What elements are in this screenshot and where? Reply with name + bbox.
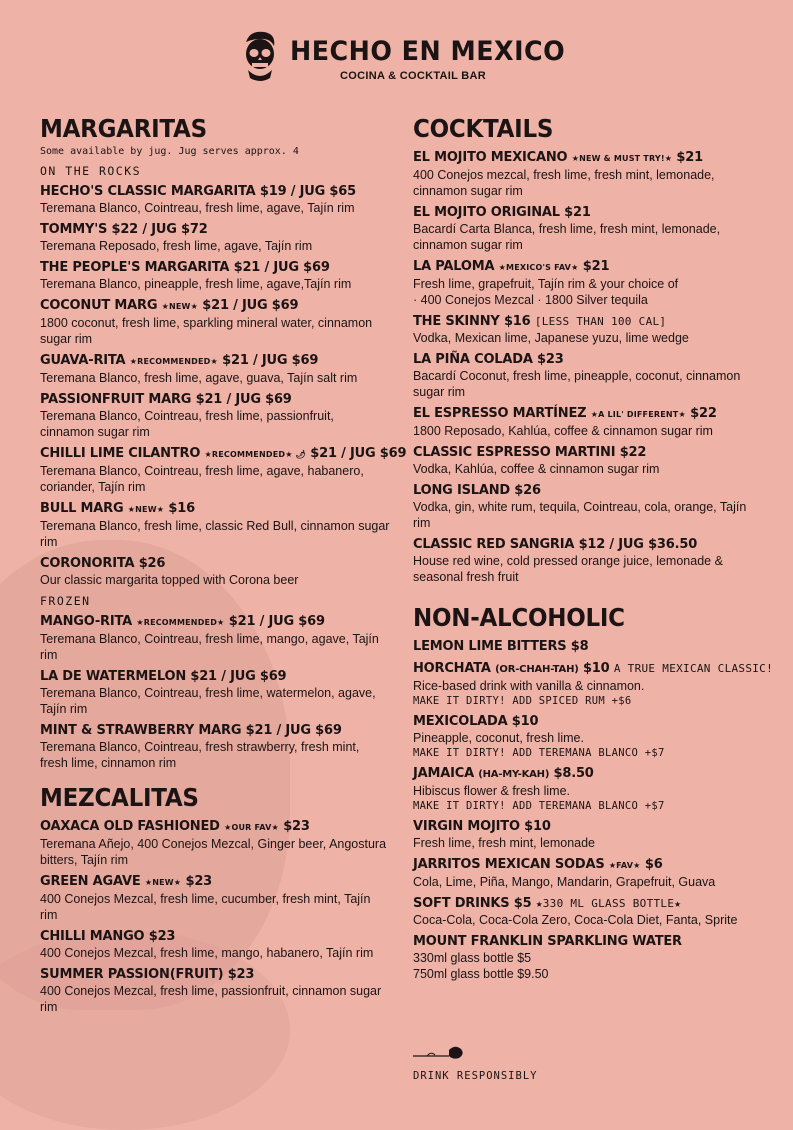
item-description: 400 Conejos mezcal, fresh lime, fresh mint, lemonade, cinnamon sugar rim [413, 168, 715, 198]
item-badge: ★MEXICO'S FAV★ [498, 263, 579, 272]
menu-item [413, 638, 763, 655]
menu-item [40, 259, 390, 292]
item-name: LA PALOMA [413, 259, 495, 274]
item-description: Teremana Blanco, Cointreau, fresh lime, watermelon, agave, Tajín rim [40, 686, 376, 716]
item-description: 1800 Reposado, Kahlúa, coffee & cinnamon sugar rim [413, 424, 713, 438]
item-badge: ★RECOMMENDED★ 🌶 [204, 450, 306, 459]
item-description: Cola, Lime, Piña, Mango, Mandarin, Grapefruit, Guava [413, 875, 716, 889]
menu-item [40, 391, 390, 440]
item-description: Teremana Blanco, fresh lime, classic Red Bull, cinnamon sugar rim [40, 519, 390, 549]
item-name: SOFT DRINKS [413, 896, 510, 911]
menu-item [40, 352, 390, 386]
item-heading [40, 391, 390, 408]
brand-tagline: COCINA & COCKTAIL BAR [340, 70, 487, 82]
item-price: $16 [168, 501, 195, 516]
item-price: $26 [138, 556, 166, 571]
item-price: $8.50 [553, 766, 594, 781]
item-price: $16 [503, 314, 531, 329]
item-badge: ★OUR FAV★ [224, 823, 279, 832]
menu-item [413, 933, 763, 982]
item-heading [40, 873, 390, 891]
item-name: MANGO-RITA [40, 614, 133, 629]
menu-item [413, 536, 763, 585]
item-price: $21 / JUG $69 [228, 614, 325, 629]
item-name: GUAVA-RITA [40, 353, 126, 368]
item-name: LONG ISLAND [413, 483, 510, 498]
menu-item [413, 405, 763, 439]
item-name: JAMAICA [413, 766, 474, 781]
item-description-extra: 750ml glass bottle $9.50 [413, 967, 549, 981]
section-title-non-alcoholic: NON-ALCOHOLIC [413, 603, 625, 632]
item-name: EL ESPRESSO MARTÍNEZ [413, 406, 587, 421]
menu-item [413, 351, 763, 400]
margaritas-list [40, 183, 407, 588]
item-note: A TRUE MEXICAN CLASSIC! [613, 662, 774, 675]
menu-item [40, 613, 390, 663]
item-price: $21 [582, 259, 610, 274]
item-description: Teremana Blanco, Cointreau, fresh lime, agave, Tajín rim [40, 201, 355, 215]
item-description: Teremana Reposado, fresh lime, agave, Tajín rim [40, 239, 313, 253]
item-price: $21 / JUG $69 [222, 353, 319, 368]
item-name: VIRGIN MOJITO [413, 819, 520, 834]
item-heading [413, 536, 763, 553]
menu-item [413, 856, 763, 890]
footer [413, 1044, 537, 1082]
section-title-mezcalitas: MEZCALITAS [40, 783, 199, 812]
cocktails-list [413, 149, 763, 585]
menu-item [413, 895, 763, 928]
item-name: CHILLI LIME CILANTRO [40, 446, 201, 461]
item-badge: ★RECOMMENDED★ [136, 618, 225, 627]
item-badge: ★NEW★ [161, 302, 198, 311]
menu-item [413, 149, 763, 199]
item-description: Vodka, Mexican lime, Japanese yuzu, lime wedge [413, 331, 689, 345]
item-price: $23 [185, 874, 213, 889]
jug-note: Some available by jug. Jug serves approx. 4 [40, 146, 299, 157]
menu-item [40, 500, 390, 550]
menu-item [413, 313, 763, 346]
item-price: $10 [511, 714, 539, 729]
item-name: MINT & STRAWBERRY MARG [40, 723, 242, 738]
menu-item [40, 183, 390, 216]
item-description: Teremana Blanco, fresh lime, agave, guava, Tajín salt rim [40, 371, 358, 385]
item-price: $21 / JUG $69 [190, 669, 287, 684]
menu-item [40, 873, 390, 923]
item-name: MOUNT FRANKLIN SPARKLING WATER [413, 934, 682, 949]
menu-item [40, 297, 390, 347]
item-name: TOMMY'S [40, 222, 108, 237]
item-badge: ★NEW★ [127, 505, 165, 514]
item-description: Bacardí Coconut, fresh lime, pineapple, coconut, cinnamon sugar rim [413, 369, 741, 399]
item-pronunciation: (HA-MY-KAH) [478, 769, 550, 780]
item-price: $21 / JUG $69 [195, 392, 292, 407]
menu-item [40, 818, 390, 868]
menu-item [40, 221, 390, 254]
item-heading [40, 297, 390, 315]
item-name: SUMMER PASSION(FRUIT) [40, 967, 224, 982]
item-price: $8 [570, 639, 589, 654]
item-name: CLASSIC ESPRESSO MARTINI [413, 445, 616, 460]
item-heading [413, 444, 763, 461]
left-column [40, 114, 407, 1015]
item-heading [413, 351, 763, 368]
item-price: $10 [524, 819, 551, 834]
item-price: $21 / JUG $69 [233, 260, 330, 275]
item-heading [413, 895, 763, 912]
header [240, 30, 566, 86]
menu-item [413, 713, 763, 760]
item-heading [40, 352, 390, 370]
menu-item [413, 765, 763, 813]
skull-logo-icon [240, 30, 280, 82]
menu-item [413, 258, 763, 308]
menu-item [413, 204, 763, 253]
item-heading [413, 313, 763, 330]
item-heading [40, 259, 390, 276]
item-description: Our classic margarita topped with Corona beer [40, 573, 299, 587]
item-description-extra: · 400 Conejos Mezcal · 1800 Silver tequila [413, 293, 648, 307]
item-description: Teremana Añejo, 400 Conejos Mezcal, Ginger beer, Angostura bitters, Tajín rim [40, 837, 387, 867]
item-name: LA DE WATERMELON [40, 669, 187, 684]
menu-item [413, 818, 763, 851]
menu-item [40, 668, 390, 717]
item-price: $21 / JUG $69 [202, 298, 299, 313]
item-name: GREEN AGAVE [40, 874, 141, 889]
item-name: MEXICOLADA [413, 714, 508, 729]
item-price: $6 [644, 857, 663, 872]
item-name: LEMON LIME BITTERS [413, 639, 567, 654]
item-price: $23 [283, 819, 310, 834]
item-heading [40, 445, 407, 463]
item-badge: ★NEW★ [144, 878, 182, 887]
item-price: $21 [564, 205, 591, 220]
item-name: JARRITOS MEXICAN SODAS [413, 857, 605, 872]
item-price: $19 / JUG $65 [259, 184, 356, 199]
item-name: HECHO'S CLASSIC MARGARITA [40, 184, 256, 199]
menu-item [413, 660, 774, 708]
item-heading [40, 613, 390, 631]
item-description: Pineapple, coconut, fresh lime. [413, 731, 584, 745]
brand-name: HECHO EN MEXICO [290, 36, 566, 67]
item-name: LA PIÑA COLADA [413, 352, 533, 367]
item-badge: ★A LIL' DIFFERENT★ [590, 410, 686, 419]
item-price: $23 [537, 352, 564, 367]
item-heading [413, 818, 763, 835]
item-description: 400 Conejos Mezcal, fresh lime, cucumber, fresh mint, Tajín rim [40, 892, 371, 922]
menu-item [413, 444, 763, 477]
item-name: BULL MARG [40, 501, 124, 516]
item-heading [413, 856, 763, 874]
item-name: EL MOJITO ORIGINAL [413, 205, 560, 220]
section-title-cocktails: COCKTAILS [413, 114, 554, 143]
menu-item [40, 966, 390, 1015]
item-pronunciation: (OR-CHAH-TAH) [495, 664, 579, 675]
non-alcoholic-list [413, 638, 774, 982]
item-name: THE SKINNY [413, 314, 500, 329]
item-price: $21 / JUG $69 [245, 723, 342, 738]
item-heading [413, 765, 763, 783]
menu-item [40, 928, 390, 961]
item-description: Rice-based drink with vanilla & cinnamon. [413, 679, 645, 693]
item-heading [40, 668, 390, 685]
item-badge: ★FAV★ [608, 861, 641, 870]
item-description: Vodka, Kahlúa, coffee & cinnamon sugar rim [413, 462, 660, 476]
item-description: Teremana Blanco, Cointreau, fresh lime, mango, agave, Tajín rim [40, 632, 379, 662]
item-heading [413, 660, 774, 678]
item-heading [413, 405, 763, 423]
item-description: Teremana Blanco, Cointreau, fresh strawberry, fresh mint, fresh lime, cinnamon rim [40, 740, 360, 770]
item-description: Hibiscus flower & fresh lime. [413, 784, 570, 798]
item-price: $21 / JUG $69 [310, 446, 407, 461]
item-name: PASSIONFRUIT MARG [40, 392, 192, 407]
item-name: HORCHATA [413, 661, 491, 676]
item-price: $21 [676, 150, 703, 165]
item-description: Teremana Blanco, Cointreau, fresh lime, agave, habanero, coriander, Tajín rim [40, 464, 364, 494]
item-price: $10 [582, 661, 610, 676]
item-upgrade: MAKE IT DIRTY! ADD TEREMANA BLANCO +$7 [413, 747, 665, 759]
item-description: Coca-Cola, Coca-Cola Zero, Coca-Cola Diet, Fanta, Sprite [413, 913, 738, 927]
item-description: Fresh lime, fresh mint, lemonade [413, 836, 596, 850]
menu-item [413, 482, 763, 531]
item-name: OAXACA OLD FASHIONED [40, 819, 220, 834]
item-price: $23 [227, 967, 255, 982]
item-note: ★330 ML GLASS BOTTLE★ [535, 897, 682, 910]
item-heading [413, 933, 763, 950]
item-price: $26 [514, 483, 541, 498]
item-description: Teremana Blanco, Cointreau, fresh lime, passionfruit, cinnamon sugar rim [40, 409, 334, 439]
item-description: 400 Conejos Mezcal, fresh lime, passionfruit, cinnamon sugar rim [40, 984, 382, 1014]
item-description: Bacardí Carta Blanca, fresh lime, fresh mint, lemonade, cinnamon sugar rim [413, 222, 721, 252]
item-heading [40, 555, 390, 572]
item-heading [40, 966, 390, 983]
subheading-on-the-rocks: ON THE ROCKS [40, 164, 142, 178]
item-price: $22 [619, 445, 647, 460]
mezcalitas-list [40, 818, 390, 1015]
item-badge: ★RECOMMENDED★ [129, 357, 218, 366]
item-name: CLASSIC RED SANGRIA [413, 537, 575, 552]
item-name: COCONUT MARG [40, 298, 158, 313]
item-description: 400 Conejos Mezcal, fresh lime, mango, habanero, Tajín rim [40, 946, 374, 960]
item-heading [413, 258, 763, 276]
frozen-list [40, 613, 390, 771]
item-price: $22 / JUG $72 [111, 222, 208, 237]
item-heading [40, 183, 390, 200]
item-name: THE PEOPLE'S MARGARITA [40, 260, 230, 275]
item-upgrade: MAKE IT DIRTY! ADD TEREMANA BLANCO +$7 [413, 800, 665, 812]
item-heading [40, 500, 390, 518]
item-heading [413, 482, 763, 499]
item-price: $5 [513, 896, 532, 911]
item-heading [40, 722, 390, 739]
item-name: CORONORITA [40, 556, 135, 571]
item-upgrade: MAKE IT DIRTY! ADD SPICED RUM +$6 [413, 695, 632, 707]
item-heading [40, 221, 390, 238]
menu-item [40, 445, 407, 495]
item-name: CHILLI MANGO [40, 929, 145, 944]
item-name: EL MOJITO MEXICANO [413, 150, 568, 165]
item-heading [413, 713, 763, 730]
subheading-frozen: FROZEN [40, 594, 91, 608]
item-heading [40, 928, 390, 945]
section-title-margaritas: MARGARITAS [40, 114, 207, 143]
item-description: Teremana Blanco, pineapple, fresh lime, agave,Tajín rim [40, 277, 352, 291]
item-price: $12 / JUG $36.50 [578, 537, 698, 552]
item-description: Vodka, gin, white rum, tequila, Cointreau, cola, orange, Tajín rim [413, 500, 747, 530]
item-heading [413, 204, 763, 221]
item-description: 1800 coconut, fresh lime, sparkling mineral water, cinnamon sugar rim [40, 316, 373, 346]
item-note: [LESS THAN 100 CAL] [534, 315, 667, 328]
item-heading [413, 149, 763, 167]
item-heading [40, 818, 390, 836]
menu-item [40, 722, 390, 771]
rose-icon [413, 1044, 465, 1062]
item-description: 330ml glass bottle $5 [413, 951, 532, 965]
item-description: Fresh lime, grapefruit, Tajín rim & your choice of [413, 277, 679, 291]
drink-responsibly: DRINK RESPONSIBLY [413, 1070, 538, 1082]
item-badge: ★NEW & MUST TRY!★ [571, 154, 673, 163]
item-heading [413, 638, 763, 655]
item-description: House red wine, cold pressed orange juice, lemonade & seasonal fresh fruit [413, 554, 723, 584]
item-price: $22 [690, 406, 717, 421]
menu-item [40, 555, 390, 588]
right-column [413, 114, 774, 982]
item-price: $23 [148, 929, 176, 944]
